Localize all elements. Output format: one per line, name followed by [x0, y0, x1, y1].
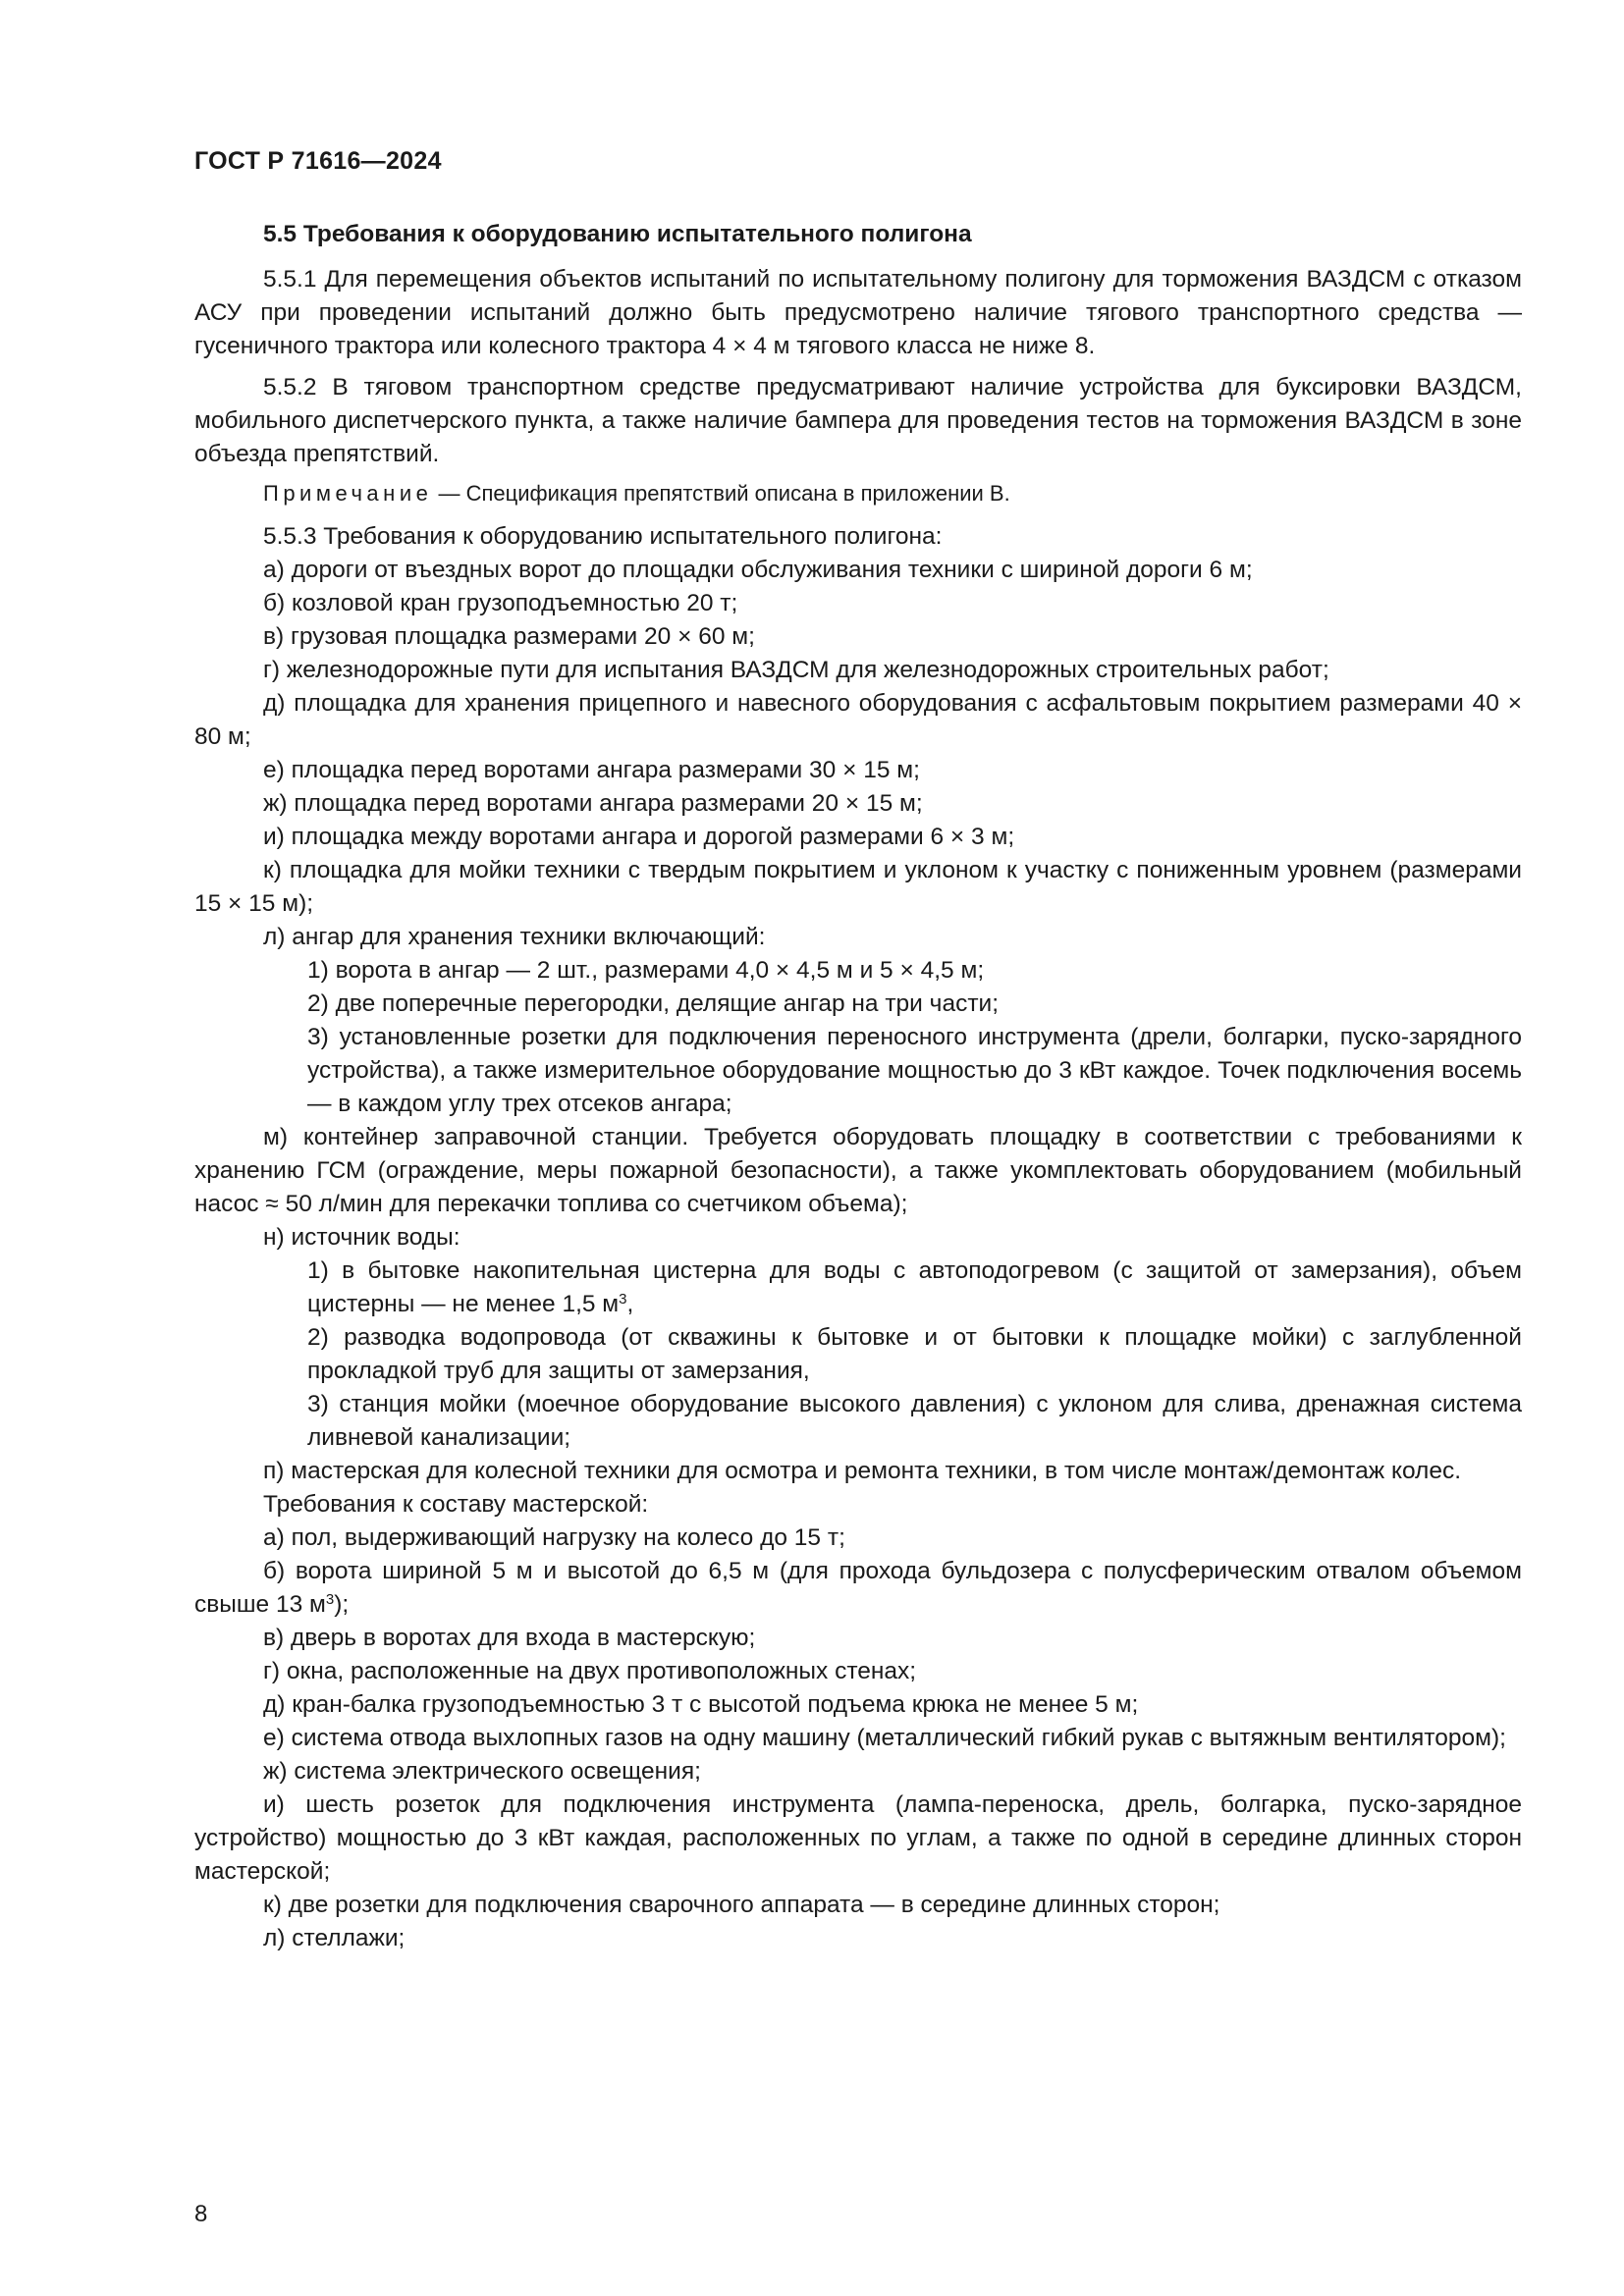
- list-item: г) окна, расположенные на двух противоположных стенах;: [263, 1658, 917, 1684]
- workshop-requirements-intro: Требования к составу мастерской:: [263, 1491, 649, 1518]
- note-label: Примечание: [263, 481, 433, 506]
- list-item: [194, 1555, 1522, 1622]
- section-title: 5.5 Требования к оборудованию испытательного полигона: [263, 221, 972, 247]
- list-item: д) площадка для хранения прицепного и навесного оборудования с асфальтовым покрытием размерами 40 × 80 м;: [194, 690, 1522, 750]
- list-item: д) кран-балка грузоподъемностью 3 т с высотой подъема крюка не менее 5 м;: [263, 1691, 1139, 1718]
- list-item: в) грузовая площадка размерами 20 × 60 м;: [263, 623, 755, 650]
- list-item: и) шесть розеток для подключения инструмента (лампа-переноска, дрель, болгарка, пуско-зарядное устройство) мощностью до 3 кВт каждая, расположенных по углам, а также по одной в середине длинных сторон мастерской;: [194, 1791, 1522, 1885]
- list-item: н) источник воды:: [263, 1224, 460, 1251]
- punctuation: );: [334, 1591, 350, 1618]
- list-item: и) площадка между воротами ангара и дорогой размерами 6 × 3 м;: [263, 824, 1015, 850]
- list-item: б) козловой кран грузоподъемностью 20 т;: [263, 590, 738, 616]
- document-body: [194, 218, 1522, 1955]
- list-item: а) пол, выдерживающий нагрузку на колесо до 15 т;: [263, 1524, 845, 1551]
- list-item-text: б) ворота шириной 5 м и высотой до 6,5 м (для прохода бульдозера с полусферическим отвалом объемом свыше 13 м: [194, 1558, 1522, 1618]
- list-item: м) контейнер заправочной станции. Требуется оборудовать площадку в соответствии с требованиями к хранению ГСМ (ограждение, меры пожарной безопасности), а также укомплектовать оборудованием (мобильный насос ≈ 50 л/мин для перекачки топлива со счетчиком объема);: [194, 1124, 1522, 1217]
- sub-list-item: 3) установленные розетки для подключения переносного инструмента (дрели, болгарки, пуско-зарядного устройства), а также измерительное оборудование мощностью до 3 кВт каждое. Точек подключения восемь — в каждом углу трех отсеков ангара;: [307, 1024, 1522, 1117]
- page-number: 8: [194, 2201, 208, 2227]
- sub-list-item: [194, 1255, 1522, 1321]
- list-item: ж) площадка перед воротами ангара размерами 20 × 15 м;: [263, 790, 923, 817]
- list-item: а) дороги от въездных ворот до площадки обслуживания техники с шириной дороги 6 м;: [263, 557, 1253, 583]
- sub-list-item: 2) две поперечные перегородки, делящие ангар на три части;: [307, 990, 1000, 1017]
- punctuation: ,: [626, 1291, 634, 1317]
- list-item: ж) система электрического освещения;: [263, 1758, 701, 1785]
- list-item: е) система отвода выхлопных газов на одну машину (металлический гибкий рукав с вытяжным вентилятором);: [263, 1725, 1506, 1751]
- paragraph-5-5-3-intro: 5.5.3 Требования к оборудованию испытательного полигона:: [263, 523, 943, 550]
- list-item: л) стеллажи;: [263, 1925, 406, 1951]
- document-code-header: ГОСТ Р 71616—2024: [194, 147, 442, 175]
- superscript: 3: [325, 1591, 335, 1608]
- list-item: к) площадка для мойки техники с твердым покрытием и уклоном к участку с пониженным уровнем (размерами 15 × 15 м);: [194, 857, 1522, 917]
- note: [194, 477, 1522, 510]
- paragraph-5-5-2: 5.5.2 В тяговом транспортном средстве предусматривают наличие устройства для буксировки ВАЗДСМ, мобильного диспетчерского пункта, а также наличие бампера для проведения тестов на торможения ВАЗДСМ в зоне объезда препятствий.: [194, 374, 1522, 467]
- sub-list-item: 3) станция мойки (моечное оборудование высокого давления) с уклоном для слива, дренажная система ливневой канализации;: [307, 1391, 1522, 1451]
- list-item: к) две розетки для подключения сварочного аппарата — в середине длинных сторон;: [263, 1892, 1220, 1918]
- list-item: г) железнодорожные пути для испытания ВАЗДСМ для железнодорожных строительных работ;: [263, 657, 1329, 683]
- list-item: е) площадка перед воротами ангара размерами 30 × 15 м;: [263, 757, 920, 783]
- sub-list-item-text: 1) в бытовке накопительная цистерна для воды с автоподогревом (с защитой от замерзания), объем цистерны — не менее 1,5 м: [307, 1257, 1522, 1317]
- superscript: 3: [619, 1291, 627, 1308]
- paragraph-5-5-1: 5.5.1 Для перемещения объектов испытаний по испытательному полигону для торможения ВАЗДСМ с отказом АСУ при проведении испытаний должно быть предусмотрено наличие тягового транспортного средства — гусеничного трактора или колесного трактора 4 × 4 м тягового класса не ниже 8.: [194, 266, 1522, 359]
- sub-list-item: 2) разводка водопровода (от скважины к бытовке и от бытовки к площадке мойки) с заглубленной прокладкой труб для защиты от замерзания,: [307, 1324, 1522, 1384]
- list-item: л) ангар для хранения техники включающий:: [263, 924, 766, 950]
- note-text: — Спецификация препятствий описана в приложении В.: [432, 481, 1010, 506]
- list-item: в) дверь в воротах для входа в мастерскую;: [263, 1625, 756, 1651]
- list-item: п) мастерская для колесной техники для осмотра и ремонта техники, в том числе монтаж/демонтаж колес.: [263, 1458, 1462, 1484]
- sub-list-item: 1) ворота в ангар — 2 шт., размерами 4,0 × 4,5 м и 5 × 4,5 м;: [307, 957, 985, 984]
